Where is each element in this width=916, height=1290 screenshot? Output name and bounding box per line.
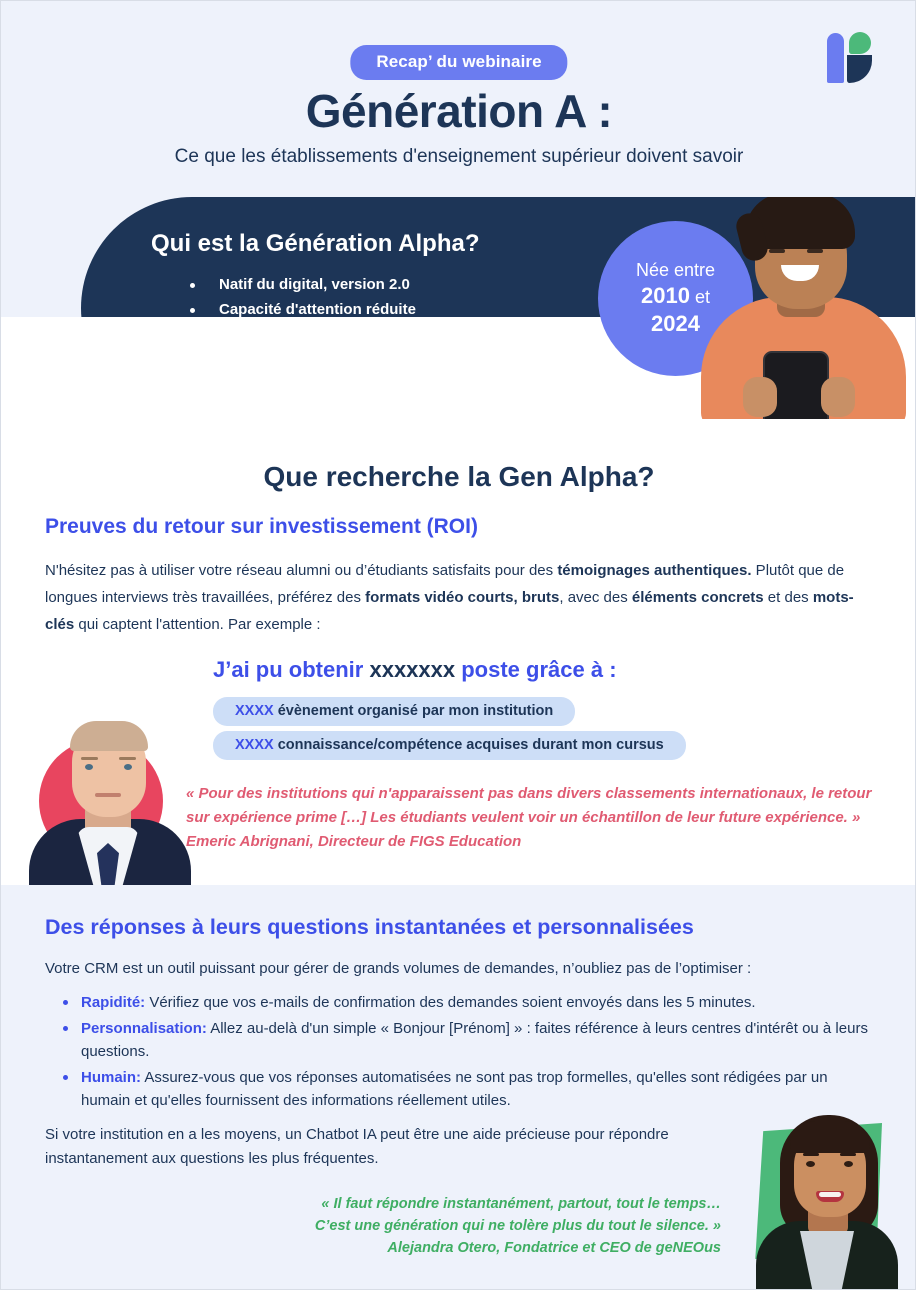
birth-years-connector: et <box>694 286 710 307</box>
man-left-eye <box>85 764 93 770</box>
list-item-lead: Humain: <box>81 1068 141 1086</box>
woman-left-brow <box>803 1153 819 1156</box>
teen-left-eye <box>769 249 785 253</box>
roi-subheading: Preuves du retour sur investissement (ROI) <box>45 515 478 538</box>
teen-left-hand <box>743 377 777 417</box>
alejandra-otero-portrait-photo <box>728 1095 916 1290</box>
list-item-lead: Rapidité: <box>81 994 146 1011</box>
woman-fringe <box>790 1121 870 1153</box>
man-right-brow <box>119 757 136 760</box>
list-item: Capacité d'attention réduite <box>181 298 506 323</box>
list-item <box>59 991 871 1015</box>
alejandra-quote-author: Alejandra Otero, Fondatrice et CEO de geNEOus <box>387 1240 721 1256</box>
birth-year-start: 2010 <box>641 282 690 308</box>
list-item-text: Vérifiez que vos e-mails de confirmation des demandes soient envoyés dans les 5 minutes. <box>145 994 756 1011</box>
roi-paragraph-part2: Plutôt que de longues interviews très travaillées, préférez des <box>45 562 845 606</box>
birth-years-label: Née entre <box>635 259 716 280</box>
chatbot-paragraph: Si votre institution en a les moyens, un Chatbot IA peut être une aide précieuse pour répondre instantanement aux questions les plus fréquentes. <box>45 1126 669 1167</box>
logo-bar-shape <box>827 33 844 83</box>
roi-bold-3: éléments concrets <box>631 589 764 606</box>
woman-right-eye <box>844 1161 853 1167</box>
bottom-intro-paragraph: Votre CRM est un outil puissant pour gérer de grands volumes de demandes, n’oubliez pas de l’optimiser : <box>45 960 752 977</box>
man-right-eye <box>124 764 132 770</box>
bottom-heading: Des réponses à leurs questions instantanées et personnalisées <box>45 915 694 939</box>
section-heading: Que recherche la Gen Alpha? <box>263 461 655 492</box>
birth-year-end: 2024 <box>651 311 700 337</box>
recap-badge: Recap’ du webinaire <box>350 45 567 80</box>
list-item <box>59 1017 871 1064</box>
roi-bold-1: témoignages authentiques. <box>557 562 752 579</box>
roi-paragraph-part1: N'hésitez pas à utiliser votre réseau alumni ou d’étudiants satisfaits pour des <box>45 562 558 579</box>
alejandra-quote-line2: C’est une génération qui ne tolère plus du tout le silence. » <box>314 1218 721 1234</box>
teen-with-smartphone-photo <box>681 197 916 419</box>
list-item-text: Allez au-delà d'un simple « Bonjour [Prénom] » : faites référence à leurs centres d'intérêt ou à leurs questions. <box>81 1019 868 1060</box>
woman-teeth <box>819 1192 841 1197</box>
man-mouth <box>95 793 121 797</box>
logo-navy-leaf-shape <box>847 55 872 83</box>
roi-bold-4: mots-clés <box>45 589 854 633</box>
example-heading-part2: poste grâce à : <box>455 657 617 682</box>
chip-placeholder: XXXX <box>235 737 274 753</box>
alejandra-quote-line1: « Il faut répondre instantanément, partout, tout le temps… <box>321 1196 721 1212</box>
roi-paragraph-part5: qui captent l'attention. Par exemple : <box>74 616 321 633</box>
teen-right-eye <box>807 249 823 253</box>
emeric-quote <box>186 782 876 854</box>
teen-right-hand <box>821 377 855 417</box>
woman-right-brow <box>840 1153 856 1156</box>
example-chip <box>213 731 686 760</box>
list-item-text: Assurez-vous que vos réponses automatisées ne sont pas trop formelles, qu'elles sont rédigées par un humain et qu'elles fournissent des informations réellement utiles. <box>81 1068 828 1109</box>
roi-paragraph-part3: , avec des <box>559 589 632 606</box>
chip-placeholder: XXXX <box>235 703 274 719</box>
emeric-abrignani-portrait-photo <box>19 691 195 886</box>
list-item-lead: Personnalisation: <box>81 1019 207 1037</box>
kedge-leaf-logo-icon <box>823 29 875 83</box>
emeric-quote-text: « Pour des institutions qui n'apparaissent pas dans divers classements internationaux, le retour sur expérience prime […] Les étudiants veulent voir un échantillon de leur future expérience. » <box>186 785 872 826</box>
emeric-quote-author: Emeric Abrignani, Directeur de FIGS Education <box>186 833 522 850</box>
roi-bold-2: formats vidéo courts, bruts <box>365 589 560 606</box>
chip-text: évènement organisé par mon institution <box>273 703 554 719</box>
man-hair <box>70 721 148 751</box>
chip-text: connaissance/compétence acquises durant mon cursus <box>273 737 664 753</box>
page-subtitle: Ce que les établissements d'enseignement supérieur doivent savoir <box>174 146 744 167</box>
logo-green-leaf-shape <box>849 32 871 54</box>
example-heading <box>213 657 617 683</box>
roi-paragraph-part4: et des <box>763 589 813 606</box>
woman-left-eye <box>806 1161 815 1167</box>
list-item: Natif du digital, version 2.0 <box>181 273 506 298</box>
example-heading-placeholder: xxxxxxx <box>369 657 456 682</box>
bottom-section <box>1 885 916 1290</box>
alejandra-quote <box>181 1193 721 1259</box>
example-heading-part1: J’ai pu obtenir <box>213 657 370 682</box>
man-left-brow <box>81 757 98 760</box>
roi-paragraph <box>45 557 877 638</box>
page-title: Génération A : <box>305 85 613 137</box>
example-chip <box>213 697 575 726</box>
gen-alpha-card-title: Qui est la Génération Alpha? <box>151 230 480 257</box>
